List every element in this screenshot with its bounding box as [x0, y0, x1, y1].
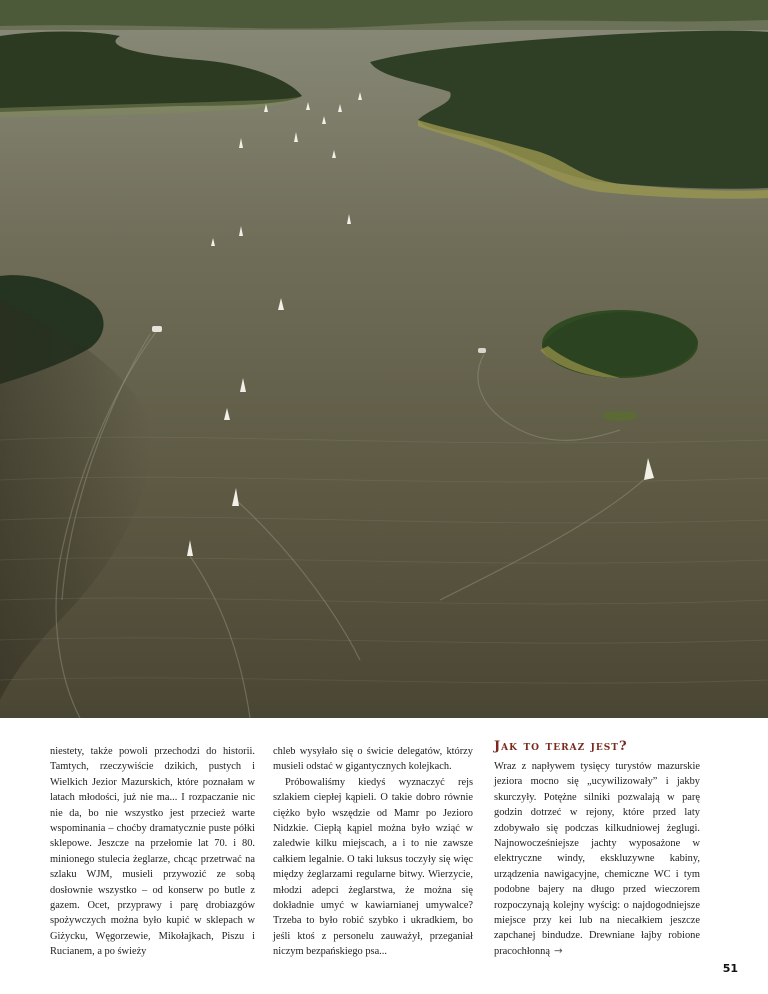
page-number: 51 [722, 962, 738, 975]
text-column-1 [50, 744, 255, 960]
continue-arrow-icon: → [553, 944, 563, 957]
text-column-3 [494, 739, 700, 959]
paragraph: Próbowaliśmy kiedyś wyznaczyć rejs szlakiem ciepłej kąpieli. O takie dobro równie ciężko było wszędzie od Mamr po Jezioro Nidzkie. Ciepłą kąpiel można było wziąć w zaledwie kilku miejscach, a i to nie zawsze całkiem legalnie. O taki luksus toczyły się więc między żeglarzami regularne bitwy. Wierzycie, młodzi adepci żeglarstwa, że można się dokładnie umyć w kawiarnianej umywalce? Trzeba to było robić szybko i ukradkiem, bo jeśli ktoś z personelu zauważył, przeganiał niczym bezpańskiego psa... [273, 776, 473, 958]
section-heading: Jak to teraz jest? [494, 739, 628, 754]
paragraph [494, 759, 700, 959]
text-column-2 [273, 744, 473, 960]
paragraph: niestety, także powoli przechodzi do historii. Tamtych, rzeczywiście dzikich, pustych i Wielkich Jezior Mazurskich, które poznałam w latach młodości, już nie ma... I rozpaczanie nic nie da, bo nie wszystko jest przecież warte wspominania – choćby dramatycznie puste półki sklepowe. Jeszcze na przełomie lat 70. i 80. minionego stulecia żeglarze, chcąc przetrwać na szlaku WJM, musieli przywozić ze sobą dosłownie wszystko – od konserw po butle z gazem. Ocet, przyprawy i parę drobiazgów spożywczych można było kupić w sklepach w Giżycku, Węgorzewie, Mikołajkach, Piszu i Rucianem, a po świeży [50, 746, 255, 958]
paragraph-text: Wraz z napływem tysięcy turystów mazurskie jeziora mocno się „ucywilizowały” i jakby skurczyły. Potężne silniki pozwalają w parę godzin dotrzeć w rejony, które przed laty zdobywało się podczas kilkudniowej żeglugi. Najnowocześniejsze jachty wyposażone w elektryczne windy, ekskluzywne kabiny, urządzenia nawigacyjne, chemiczne WC i tym podobne bajery na długo przed wieczorem rozpoczynają kolejny wyścig: o najdogodniejsze miejsce przy kei lub na niecałkiem jeszcze zapchanej bindudze. Drewniane łajby robione pracochłonną [494, 761, 700, 957]
paragraph: chleb wysyłało się o świcie delegatów, którzy musieli odstać w gigantycznych kolejkach. [273, 746, 473, 773]
